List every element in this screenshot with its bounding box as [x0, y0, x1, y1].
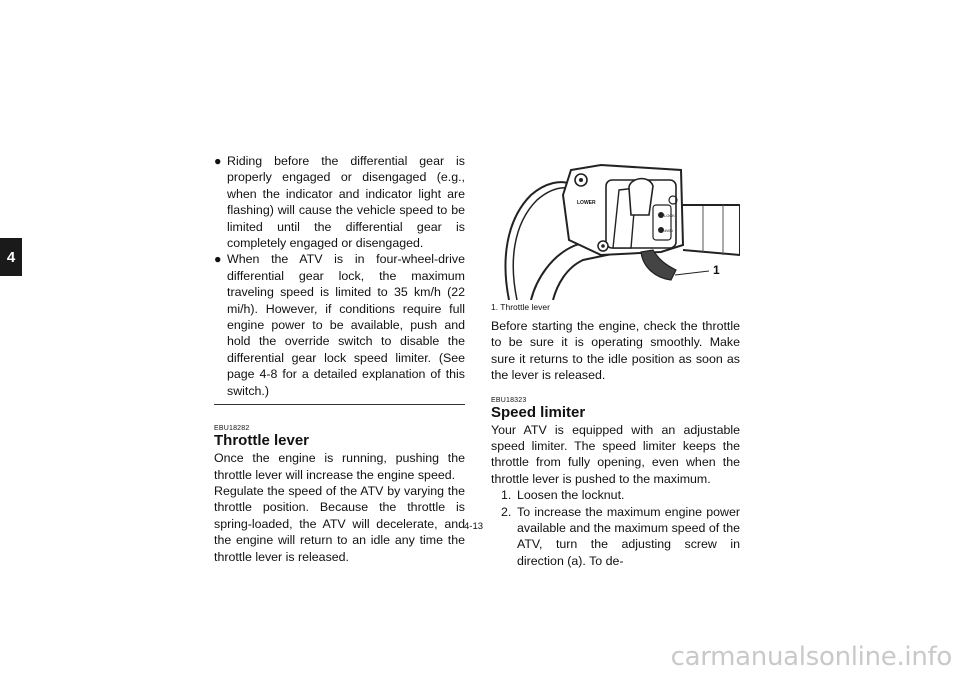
paragraph: Regulate the speed of the ATV by varying the throttle position. Because the throttle is spring-loaded, the ATV will decelerate, and the engine will return to an idle any time the throttle lever is released. — [214, 483, 465, 564]
right-column — [491, 160, 740, 569]
left-column — [214, 153, 465, 565]
step-text: Loosen the locknut. — [517, 488, 625, 503]
lower-label: LOWER — [577, 200, 596, 206]
throttle-figure — [491, 160, 740, 300]
section-code: EBU18323 — [491, 396, 527, 404]
step-item — [491, 504, 740, 570]
diff-lock-selector — [653, 205, 671, 240]
throttle-lever — [641, 250, 676, 280]
paragraph: Before starting the engine, check the throttle to be sure it is operating smoothly. Make sure it returns to the idle position as soon as the lever is released. — [491, 319, 740, 383]
bullet-icon: ● — [214, 154, 222, 168]
screw-icon — [579, 178, 583, 182]
chapter-tab: 4 — [0, 238, 22, 276]
lock-label: LOCK — [664, 213, 675, 218]
figure-caption: 1. Throttle lever — [491, 302, 550, 312]
section-heading: Speed limiter — [491, 403, 586, 421]
bullet-text: When the ATV is in four-wheel-drive differential gear lock, the maximum traveling speed is limited to 35 km/h (22 mi/h). However, if conditions require full engine power to be available, push and hold the override switch to disable the differential gear lock speed limiter. (See page 4-8 for a detailed explanation of this switch.) — [227, 252, 465, 398]
step-item — [491, 487, 740, 503]
bullet-text: Riding before the differential gear is properly engaged or disengaged (e.g., when the indicator and indicator light are flashing) will cause the vehicle speed to be limited until the differential gear is completely engaged or disengaged. — [227, 154, 465, 251]
bullet-icon: ● — [214, 252, 222, 267]
page-number: 4-13 — [464, 521, 484, 532]
callout-number: 1 — [713, 263, 720, 277]
steps-list — [491, 487, 740, 569]
watermark: carmanualsonline.info — [670, 642, 952, 672]
section-code: EBU18282 — [214, 425, 250, 433]
bullet-item — [214, 153, 465, 251]
switch-knob — [629, 179, 653, 215]
four-wd-label: 4WD — [664, 228, 673, 233]
step-number: 2. — [501, 504, 512, 519]
paragraph: Once the engine is running, pushing the throttle lever will increase the engine speed. — [214, 451, 465, 482]
handlebar-line — [553, 250, 631, 300]
screw-icon — [601, 244, 605, 248]
section-heading: Throttle lever — [214, 432, 310, 450]
step-text: To increase the maximum engine power available and the maximum speed of the ATV, turn the adjusting screw in direction (a). To de- — [517, 504, 740, 568]
throttle-lever-illustration — [491, 160, 740, 300]
leader-line — [675, 271, 709, 275]
bullet-item — [214, 251, 465, 399]
bullet-list — [214, 153, 465, 399]
grip — [681, 205, 740, 255]
section-divider — [214, 404, 465, 405]
paragraph: Your ATV is equipped with an adjustable speed limiter. The speed limiter keeps the throttle from fully opening, even when the throttle lever is pushed to the maximum. — [491, 422, 740, 486]
step-number: 1. — [501, 488, 512, 503]
